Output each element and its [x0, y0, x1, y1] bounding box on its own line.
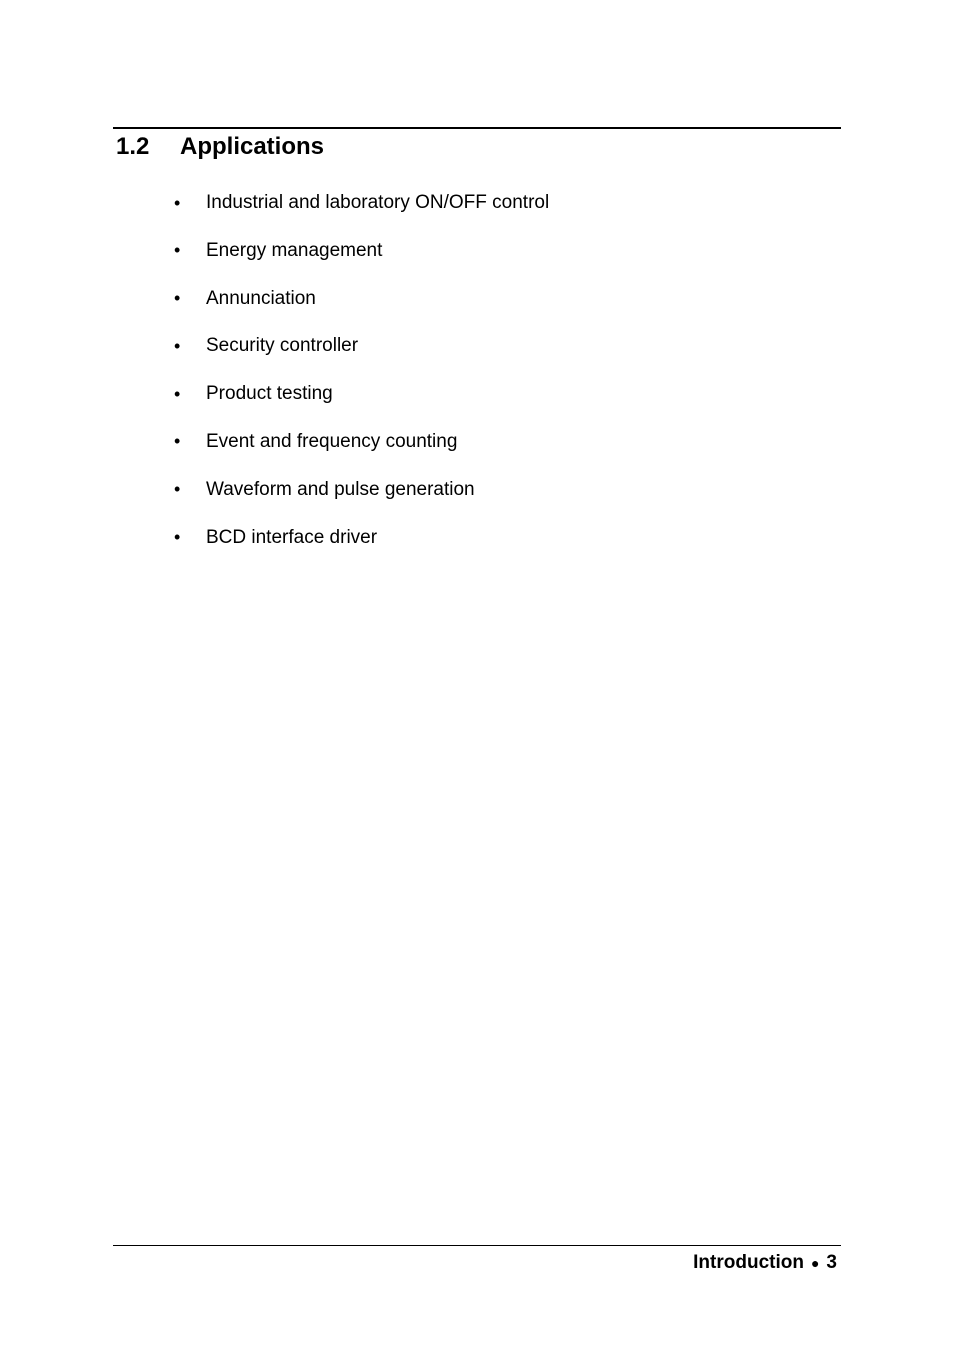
list-item-text: Industrial and laboratory ON/OFF control	[206, 192, 550, 213]
bullet-icon: •	[174, 335, 181, 356]
list-item-text: Security controller	[206, 335, 359, 357]
list-item	[170, 523, 549, 553]
applications-list	[170, 188, 549, 570]
list-item-text: Product testing	[206, 383, 333, 405]
list-item-text: BCD interface driver	[206, 526, 378, 548]
list-item	[170, 188, 549, 218]
section-title: Applications	[180, 133, 325, 160]
list-item	[170, 284, 549, 314]
footer-chapter-title: Introduction	[693, 1252, 804, 1273]
footer-rule	[113, 1245, 841, 1246]
header-rule	[113, 127, 841, 129]
bullet-icon: •	[174, 192, 181, 213]
footer-separator-icon: ●	[810, 1255, 820, 1271]
section-number: 1.2	[116, 133, 150, 160]
bullet-icon: •	[174, 240, 181, 261]
list-item	[170, 475, 549, 505]
list-item-text: Event and frequency counting	[206, 430, 458, 452]
bullet-icon: •	[174, 431, 181, 452]
page-footer	[693, 1250, 837, 1276]
section-heading	[116, 131, 324, 163]
page-number: 3	[826, 1252, 837, 1273]
bullet-icon: •	[174, 527, 181, 548]
bullet-icon: •	[174, 479, 181, 500]
bullet-icon: •	[174, 288, 181, 309]
list-item-text: Annunciation	[206, 287, 316, 309]
bullet-icon: •	[174, 383, 181, 404]
list-item	[170, 379, 549, 409]
list-item-text: Waveform and pulse generation	[206, 478, 475, 500]
list-item	[170, 427, 549, 457]
list-item	[170, 236, 549, 266]
list-item-text: Energy management	[206, 239, 383, 261]
list-item	[170, 331, 549, 361]
